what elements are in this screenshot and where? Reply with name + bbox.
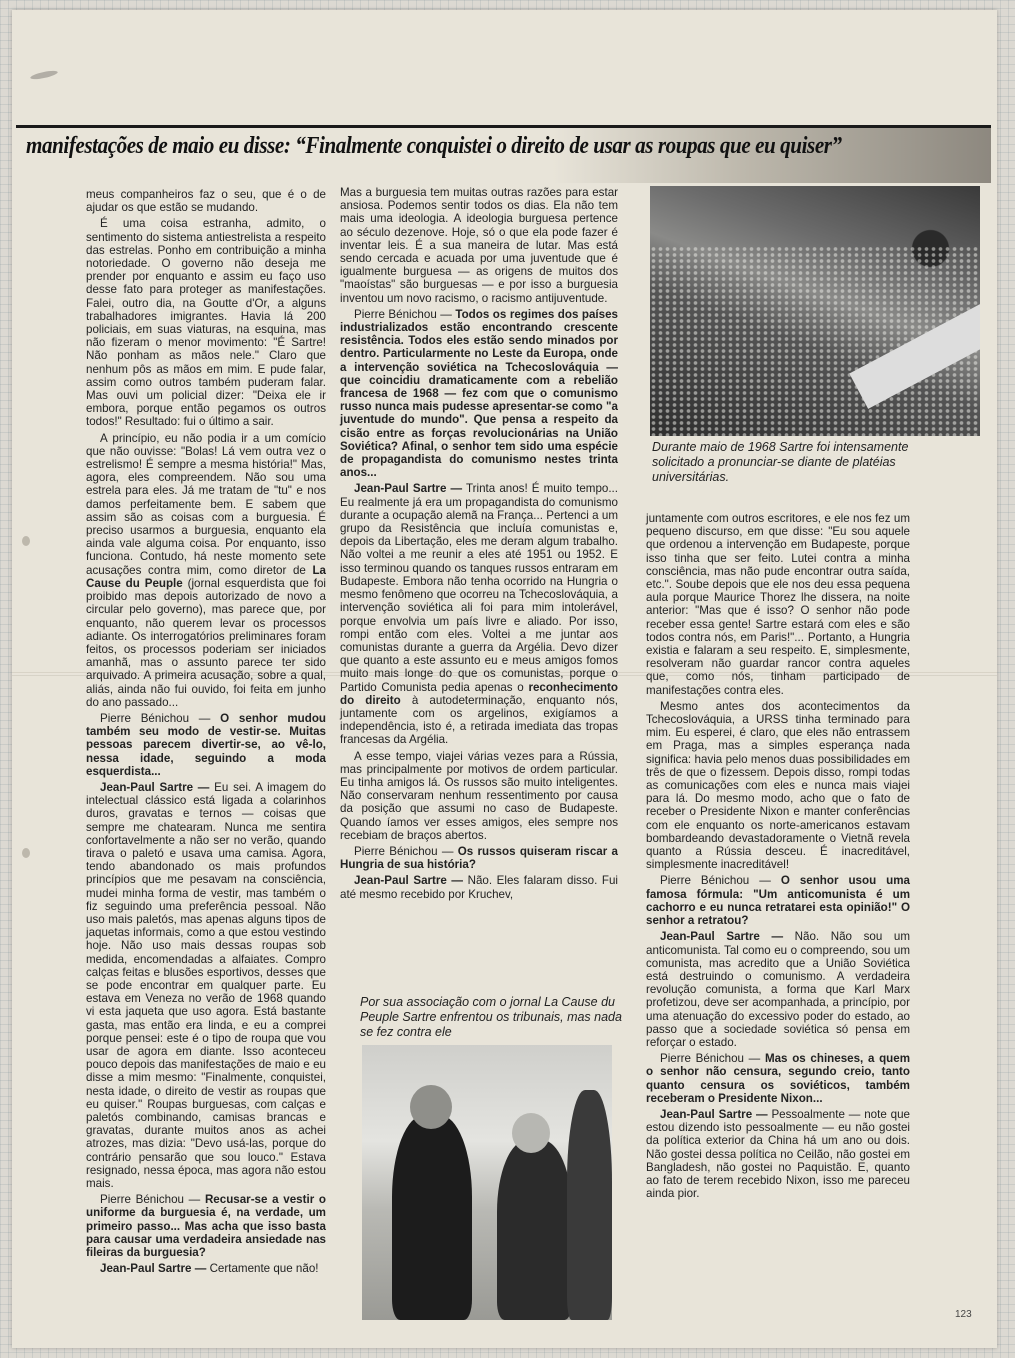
figure-woman	[497, 1140, 572, 1320]
speaker-name: Pierre Bénichou —	[354, 307, 452, 321]
newspaper-name: La Cause du Peuple	[86, 563, 326, 590]
answer-paragraph: Jean-Paul Sartre — Não. Eles falaram disso. Fui até mesmo recebido por Kruchev,	[340, 874, 618, 901]
answer-paragraph: Jean-Paul Sartre — Trinta anos! É muito tempo... Eu realmente já era um propagandista do comunismo durante a ocupação alemã na França... Pertenci a um grupo da Resistência que incluía comunistas e, depois da Libertação, eles me deram algum trabalho. Não voltei a me reunir a eles até 1951 ou 1952. E isso terminou quando os tanques russos entraram em Budapeste. Embora não tenha ocorrido na Hungria o mesmo fenômeno que ocorreu na Tchecoslováquia, a intervenção soviética ali foi para mim intolerável, porque envolvia um país livre e aliado. Por isso, rompi então com eles. Voltei a me juntar aos comunistas durante a guerra da Argélia. Devo dizer que quanto a este assunto eu e meus amigos fomos muito mais longe do que os comunistas, porque o Partido Comunista pedia apenas o reconhecimento do direito à autodeterminação, enquanto nós, juntamente com os argelinos, exigíamos a independência, isto é, a retirada imediata das tropas francesas da Argélia.	[340, 482, 618, 747]
question-paragraph: Pierre Bénichou — Os russos quiseram riscar a Hungria de sua história?	[340, 844, 618, 872]
question-paragraph: Pierre Bénichou — Mas os chineses, a quem o senhor não censura, segundo creio, tanto quanto censura os soviéticos, também receberam o Presidente Nixon...	[646, 1052, 911, 1105]
punch-hole-top	[22, 536, 30, 546]
speaker-name: Jean-Paul Sartre —	[354, 874, 464, 888]
lecture-hall-photo	[650, 186, 980, 436]
paragraph: É uma coisa estranha, admito, o sentimento do sistema antiestrelista a respeito das estrelas. Ponho em contribuição a minha notoriedade. O governo não deseja me prender por enquanto e assim eu faço uso desse fato para proteger as manifestações. Falei, outro dia, na Goutte d'Or, a alguns trabalhadores imigrantes. Havia lá 200 policiais, em suas viaturas, na esquina, mas não fizeram o menor movimento: "É Sartre! Não ponham as mãos nele." Claro que nenhum pôs as mãos em mim. E pude falar, assim como outros também puderam falar. Mas ouvi um policial dizer: "Deixa ele ir embora, porque então pegamos os outros todos!" Resultado: fui o último a sair.	[86, 217, 326, 429]
punch-hole-bottom	[22, 848, 30, 858]
question-paragraph: Pierre Bénichou — Todos os regimes dos países industrializados estão encontrando crescente resistência. Todos eles estão sendo minados por dentro. Particularmente no Leste da Europa, onde a intervenção soviética na Tchecoslováquia — que coincidiu dramaticamente com a rebelião francesa de 1968 — fez com que o comunismo russo nunca mais pudesse apresentar-se como "a juventude do mundo". Que pensa a respeito da cisão entre as forças revolucionárias na União Soviética? Afinal, o senhor tem sido uma espécie de propagandista do comunismo nestes trinta anos...	[340, 307, 618, 480]
page-number: 123	[955, 1309, 972, 1320]
speaker-name: Pierre Bénichou —	[100, 1193, 201, 1207]
speaker-name: Jean-Paul Sartre —	[354, 482, 463, 496]
speaker-name: Pierre Bénichou —	[660, 874, 771, 888]
speaker-name: Pierre Bénichou —	[660, 1052, 761, 1066]
answer-paragraph: Jean-Paul Sartre — Não. Não sou um anticomunista. Tal como eu o compreendo, sou um comunista, mas acredito que a União Soviética está destruindo o comunismo. A verdadeira revolução comunista, a forma que Karl Marx profetizou, deve ser acompanhada, a princípio, por uma atenuação do excessivo poder do estado, ao passo que a sociedade soviética só pensa em reforçar o estado.	[646, 930, 910, 1049]
question-paragraph: Pierre Bénichou — Recusar-se a vestir o uniforme da burguesia é, na verdade, um primeiro passo... Mas acha que isso basta para causar uma verdadeira ansiedade nas fileiras da burguesia?	[86, 1193, 326, 1260]
photo-caption-street: Por sua associação com o jornal La Cause du Peuple Sartre enfrentou os tribunais, mas nada se fez contra ele	[360, 995, 622, 1039]
street-photo	[362, 1045, 612, 1320]
text-column-2	[340, 186, 618, 904]
answer-paragraph: Jean-Paul Sartre — Eu sei. A imagem do intelectual clássico está ligada a colarinhos duros, gravatas e ternos — coisas que sempre me chatearam. Nunca me sentira confortavelmente a não ser no verão, quando tirava o paletó e usava uma camisa. Agora, tendo abandonado os mais profundos princípios que me pesavam na consciência, mudei minha forma de vestir, mas também o fiz seguindo uma preferência pessoal. Não uso mais paletós, mas apenas alguns tipos de jaquetas informais, como a que estou vestindo hoje. Não uso mais dessas roupas sob medida, encomendadas a alfaiates. Compro calças feitas e blusões esportivos, desses que se pode encontrar em qualquer parte. Eu estava em Veneza no verão de 1968 quando vi esta jaqueta que uso agora. Está bastante gasta, mas então era linda, e eu a comprei porque pensei: este é o tipo de roupa que vou usar de agora em diante. Isso aconteceu pouco depois das manifestações de maio e eu disse a mim mesmo: "Finalmente, conquistei, nesta idade, o direito de vestir as roupas que eu quiser." Roupas burguesas, com calças e paletós combinando, camisas brancas e gravatas, durante muitos anos as achei atrozes, mas dizia: "Devo usá-las, porque do contrário pensarão que sou louco." Estava resignado, nessa época, mas agora não estou mais.	[86, 780, 326, 1191]
figure-head	[410, 1085, 452, 1129]
question-paragraph: Pierre Bénichou — O senhor usou uma famosa fórmula: "Um anticomunista é um cachorro e eu nunca retratarei esta opinião!" O senhor a retratou?	[646, 874, 910, 928]
answer-paragraph: Jean-Paul Sartre — Pessoalmente — note que estou dizendo isto pessoalmente — eu não gostei da política exterior da China há um ano ou dois. Não gostei dessa política no Ceilão, não gostei em Bangladesh, não gostei no Paquistão. E, quanto ao fato de terem recebido Nixon, isso me pareceu ainda pior.	[646, 1107, 910, 1201]
paragraph: Mesmo antes dos acontecimentos da Tchecoslováquia, a URSS tinha terminado para mim. Eu esperei, é claro, que eles não entrassem em Praga, mas a simples esperança nada significa: havia pelo menos duas possibilidades em três de que o fizessem. Depois disso, rompi todas as comunicações com eles e nunca mais viajei para lá. Do mesmo modo, acho que o fato de receber o Presidente Nixon e manter conferências com ele enquanto os norte-americanos estavam bombardeando devastadoramente o Vietnã revela quanto a Rússia desceu. É inacreditável, simplesmente inacreditável!	[646, 699, 910, 872]
figure-man	[392, 1115, 472, 1320]
figure-head	[512, 1113, 550, 1153]
question-paragraph: Pierre Bénichou — O senhor mudou também seu modo de vestir-se. Muitas pessoas parecem divertir-se, ao vê-lo, nessa idade, seguindo a moda esquerdista...	[86, 711, 326, 778]
photo-caption-hall: Durante maio de 1968 Sartre foi intensamente solicitado a pronunciar-se diante de platéias universitárias.	[652, 440, 909, 484]
speaker-name: Jean-Paul Sartre —	[100, 1262, 207, 1276]
paragraph: A esse tempo, viajei várias vezes para a Rússia, mas principalmente por motivos de ordem particular. Eu tinha amigos lá. Os russos são muito inteligentes. Não conservaram nenhum ressentimento por causa da posição que assumi no caso de Budapeste. Quando íamos ver esses amigos, eles sempre nos recebiam de braços abertos.	[340, 749, 618, 842]
paragraph: juntamente com outros escritores, e ele nos fez um pequeno discurso, em que disse: "Eu sou aquele que ordenou a intervenção em Budapeste, porque isso tinha que ser feito. Lutei contra a minha consciência, mas não pude encontrar outra saída, etc.". Soube depois que ele nos deu essa pequena aula porque Maurice Thorez lhe dissera, na noite anterior: "Mas que é isso? O senhor não pode receber essa gente! Sartre estará com eles e são todos contra nós, em Paris!"... Portanto, a Hungria existia e falaram a seu respeito. E, simplesmente, resolveram não guardar rancor contra aqueles que, como nós, tinham participado de manifestações contra eles.	[646, 512, 910, 697]
speaker-name: Jean-Paul Sartre —	[660, 930, 784, 944]
speaker-name: Pierre Bénichou —	[354, 844, 454, 858]
page-title: manifestações de maio eu disse: “Finalmente conquistei o direito de usar as roupas que eu quiser”	[26, 133, 842, 159]
paragraph: A princípio, eu não podia ir a um comício que não ouvisse: "Bolas! Lá vem outra vez o estrelismo! É sempre a mesma história!" Mas, agora, eles compreendem. Não sou uma estrela para eles. Já me tratam de "tu" e nos damos perfeitamente bem. E sabem que assim são as coisas com a burguesia. É preciso usarmos a burguesia, enquanto ela ainda vale alguma coisa. Por enquanto, isso funciona. Contudo, há neste momento sete acusações contra mim, como diretor de La Cause du Peuple (jornal esquerdista que foi proibido mas depois autorizado de novo a circular pelo governo), mas parece que, por enquanto, não querem levar os processos adiante. Os interrogatórios preliminares foram feitos, os processos poderiam ser iniciados amanhã, mas o assunto parece ter sido arquivado. A primeira acusação, sobre a qual, aliás, ainda não fui ouvido, foi feita em junho do ano passado...	[86, 431, 326, 709]
speaker-name: Jean-Paul Sartre —	[660, 1107, 768, 1121]
paragraph: Mas a burguesia tem muitas outras razões para estar ansiosa. Podemos sentir todos os dias. Ela não tem mais uma ideologia. A ideologia burguesa pertence ao século dezenove. Hoje, só o que ela pode fazer é inventar leis. É a sua maneira de lutar. Mas está sendo cercada e acuada por uma juventude que é igualmente burguesa — as origens de muitos dos "maoístas" são burguesas — e por isso a burguesia inventou um novo racismo, o racismo antijuventude.	[340, 186, 618, 305]
answer-paragraph: Jean-Paul Sartre — Certamente que não!	[100, 1262, 319, 1276]
text-column-3	[646, 512, 910, 1203]
text-column-1	[86, 188, 326, 1278]
speaker-name: Jean-Paul Sartre —	[100, 780, 210, 794]
figure-bystander	[567, 1090, 612, 1320]
paragraph: meus companheiros faz o seu, que é o de ajudar os que estão se mudando.	[86, 188, 326, 215]
speaker-name: Pierre Bénichou —	[100, 711, 211, 725]
